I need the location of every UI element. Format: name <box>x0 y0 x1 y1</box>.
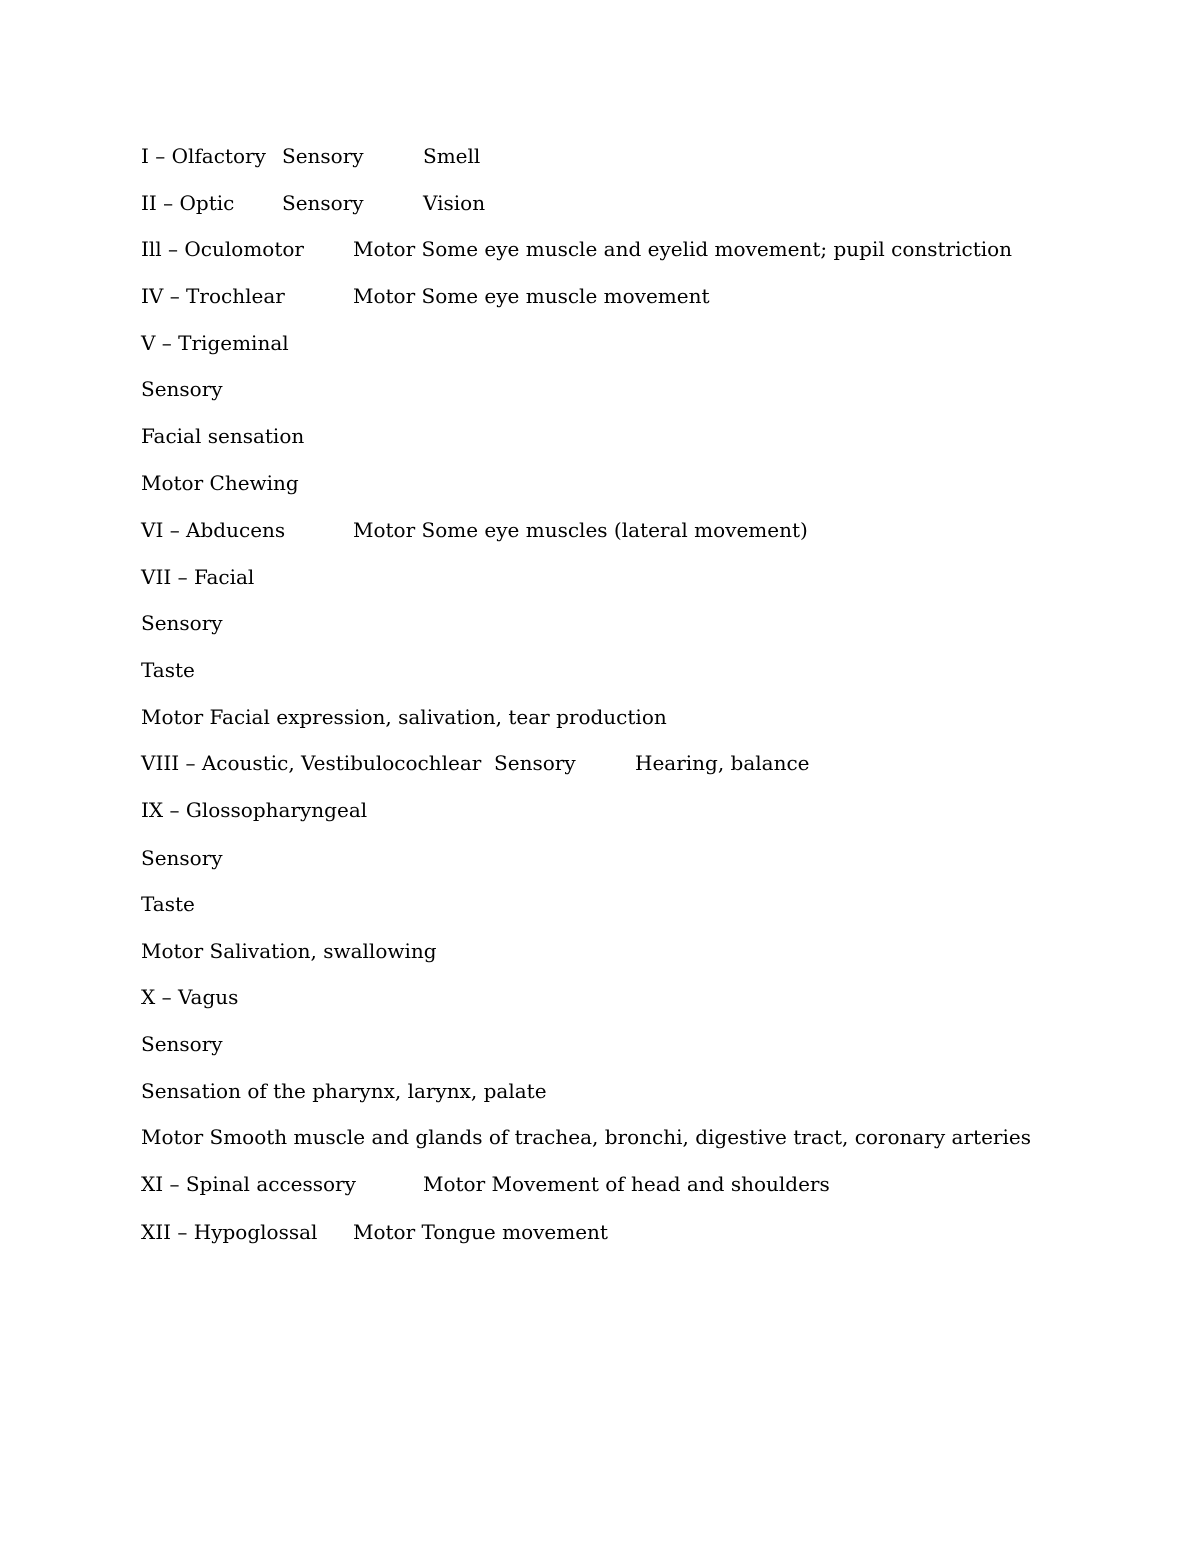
nerve-line-facial <box>141 562 1141 592</box>
nerve-function: Vision <box>423 191 486 215</box>
nerve-line-abducens <box>141 515 1141 545</box>
nerve-line-acoustic <box>141 748 1141 778</box>
nerve-name: XI – Spinal accessory <box>141 1172 356 1196</box>
nerve-type: Sensory <box>282 191 364 215</box>
nerve-line-oculomotor <box>141 234 1141 264</box>
nerve-name: Ill – Oculomotor <box>141 237 304 261</box>
nerve-name: X – Vagus <box>141 985 239 1009</box>
nerve-line-trigeminal <box>141 328 1141 358</box>
text-line <box>141 374 1141 404</box>
text-line <box>141 1122 1141 1152</box>
line-text: Sensory <box>141 1032 223 1056</box>
nerve-line-glossopharyngeal <box>141 795 1141 825</box>
text-line <box>141 889 1141 919</box>
text-line <box>141 655 1141 685</box>
nerve-line-trochlear <box>141 281 1141 311</box>
text-line <box>141 843 1141 873</box>
nerve-name: VIII – Acoustic, Vestibulocochlear Sensory <box>141 751 576 775</box>
nerve-name: VI – Abducens <box>141 518 286 542</box>
line-text: Facial sensation <box>141 424 305 448</box>
line-text: Motor Chewing <box>141 471 299 495</box>
line-text: Sensory <box>141 377 223 401</box>
text-line <box>141 702 1141 732</box>
nerve-function: Motor Some eye muscles (lateral movement) <box>353 518 808 542</box>
nerve-name: VII – Facial <box>141 565 255 589</box>
nerve-line-hypoglossal <box>141 1217 1141 1247</box>
nerve-name: XII – Hypoglossal <box>141 1220 318 1244</box>
nerve-function: Smell <box>423 144 481 168</box>
nerve-line-spinal-accessory <box>141 1169 1141 1199</box>
nerve-line-olfactory <box>141 141 1141 171</box>
nerve-line-vagus <box>141 982 1141 1012</box>
nerve-line-optic <box>141 188 1141 218</box>
text-line <box>141 468 1141 498</box>
text-line <box>141 1076 1141 1106</box>
nerve-function: Motor Tongue movement <box>353 1220 608 1244</box>
nerve-name: IX – Glossopharyngeal <box>141 798 368 822</box>
text-line <box>141 936 1141 966</box>
line-text: Taste <box>141 658 195 682</box>
nerve-name: IV – Trochlear <box>141 284 285 308</box>
nerve-name: I – Olfactory <box>141 144 266 168</box>
nerve-type: Sensory <box>282 144 364 168</box>
nerve-name: II – Optic <box>141 191 235 215</box>
line-text: Taste <box>141 892 195 916</box>
nerve-name: V – Trigeminal <box>141 331 289 355</box>
line-text: Motor Smooth muscle and glands of trachea, bronchi, digestive tract, coronary arteries <box>141 1125 1031 1149</box>
nerve-function: Motor Some eye muscle movement <box>353 284 710 308</box>
line-text: Motor Facial expression, salivation, tear production <box>141 705 667 729</box>
line-text: Motor Salivation, swallowing <box>141 939 437 963</box>
nerve-function: Hearing, balance <box>635 751 810 775</box>
line-text: Sensation of the pharynx, larynx, palate <box>141 1079 547 1103</box>
text-line <box>141 608 1141 638</box>
nerve-function: Motor Movement of head and shoulders <box>423 1172 830 1196</box>
text-line <box>141 421 1141 451</box>
nerve-function: Motor Some eye muscle and eyelid movement; pupil constriction <box>353 237 1013 261</box>
line-text: Sensory <box>141 846 223 870</box>
text-line <box>141 1029 1141 1059</box>
line-text: Sensory <box>141 611 223 635</box>
